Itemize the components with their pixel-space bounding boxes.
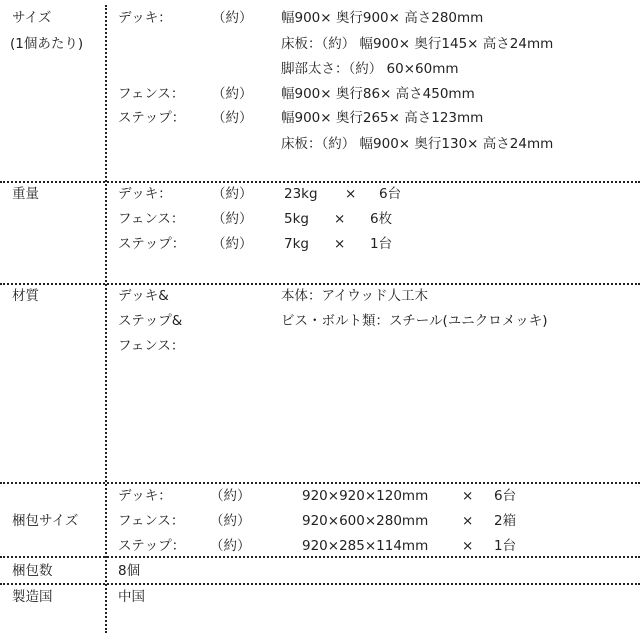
packing-name: デッキ： <box>118 488 172 504</box>
approx: （約） <box>210 488 251 504</box>
weight-value: 7kg <box>284 236 309 252</box>
step-dimensions: 幅900× 奥行265× 高さ123mm <box>281 110 484 126</box>
row-divider <box>0 283 640 285</box>
approx: （約） <box>212 236 253 252</box>
weight-count: 1台 <box>370 236 393 252</box>
packing-value: 920×285×114mm <box>302 538 429 554</box>
approx: （約） <box>212 110 253 126</box>
row-divider <box>0 583 640 585</box>
material-body: 本体：アイウッド人工木 <box>281 288 429 304</box>
packing-count: 1台 <box>494 538 517 554</box>
fence-dimensions: 幅900× 奥行86× 高さ450mm <box>281 86 475 102</box>
approx: （約） <box>212 186 253 202</box>
times: × <box>462 488 474 504</box>
origin-value: 中国 <box>118 589 145 605</box>
approx: （約） <box>210 513 251 529</box>
deck-name: デッキ： <box>118 10 172 26</box>
material-item: フェンス： <box>118 338 185 354</box>
deck-leg-dimensions: 脚部太さ：（約） 60×60mm <box>281 61 459 77</box>
approx: （約） <box>212 10 253 26</box>
material-item: ステップ& <box>118 313 183 329</box>
packing-name: フェンス： <box>118 513 185 529</box>
packing-name: ステップ： <box>118 538 186 554</box>
package-count-label: 梱包数 <box>12 563 53 579</box>
deck-floor-dimensions: 床板：（約） 幅900× 奥行145× 高さ24mm <box>281 36 554 52</box>
material-item: デッキ& <box>118 288 169 304</box>
column-divider <box>105 5 107 633</box>
material-label: 材質 <box>12 288 39 304</box>
weight-label: 重量 <box>12 186 39 202</box>
fence-name: フェンス： <box>118 86 185 102</box>
origin-label: 製造国 <box>12 589 53 605</box>
weight-value: 5kg <box>284 211 309 227</box>
step-floor-dimensions: 床板：（約） 幅900× 奥行130× 高さ24mm <box>281 136 554 152</box>
times: × <box>334 211 346 227</box>
row-divider <box>0 482 640 484</box>
deck-dimensions: 幅900× 奥行900× 高さ280mm <box>281 10 484 26</box>
size-label: サイズ <box>12 10 52 26</box>
packing-value: 920×920×120mm <box>302 488 429 504</box>
packing-count: 6台 <box>494 488 517 504</box>
step-name: ステップ： <box>118 110 186 126</box>
weight-count: 6台 <box>379 186 402 202</box>
weight-value: 23kg <box>284 186 318 202</box>
packing-count: 2箱 <box>494 513 517 529</box>
row-divider <box>0 181 640 183</box>
material-bolts: ビス・ボルト類：スチール(ユニクロメッキ) <box>281 313 548 329</box>
approx: （約） <box>212 211 253 227</box>
weight-count: 6枚 <box>370 211 393 227</box>
packing-value: 920×600×280mm <box>302 513 429 529</box>
row-divider <box>0 556 640 558</box>
approx: （約） <box>210 538 251 554</box>
weight-name: フェンス： <box>118 211 185 227</box>
times: × <box>334 236 346 252</box>
times: × <box>462 538 474 554</box>
approx: （約） <box>212 86 253 102</box>
package-count-value: 8個 <box>118 563 141 579</box>
weight-name: デッキ： <box>118 186 172 202</box>
packing-label: 梱包サイズ <box>12 513 79 529</box>
times: × <box>462 513 474 529</box>
size-label-sub: (1個あたり) <box>10 36 84 52</box>
times: × <box>345 186 357 202</box>
weight-name: ステップ： <box>118 236 186 252</box>
